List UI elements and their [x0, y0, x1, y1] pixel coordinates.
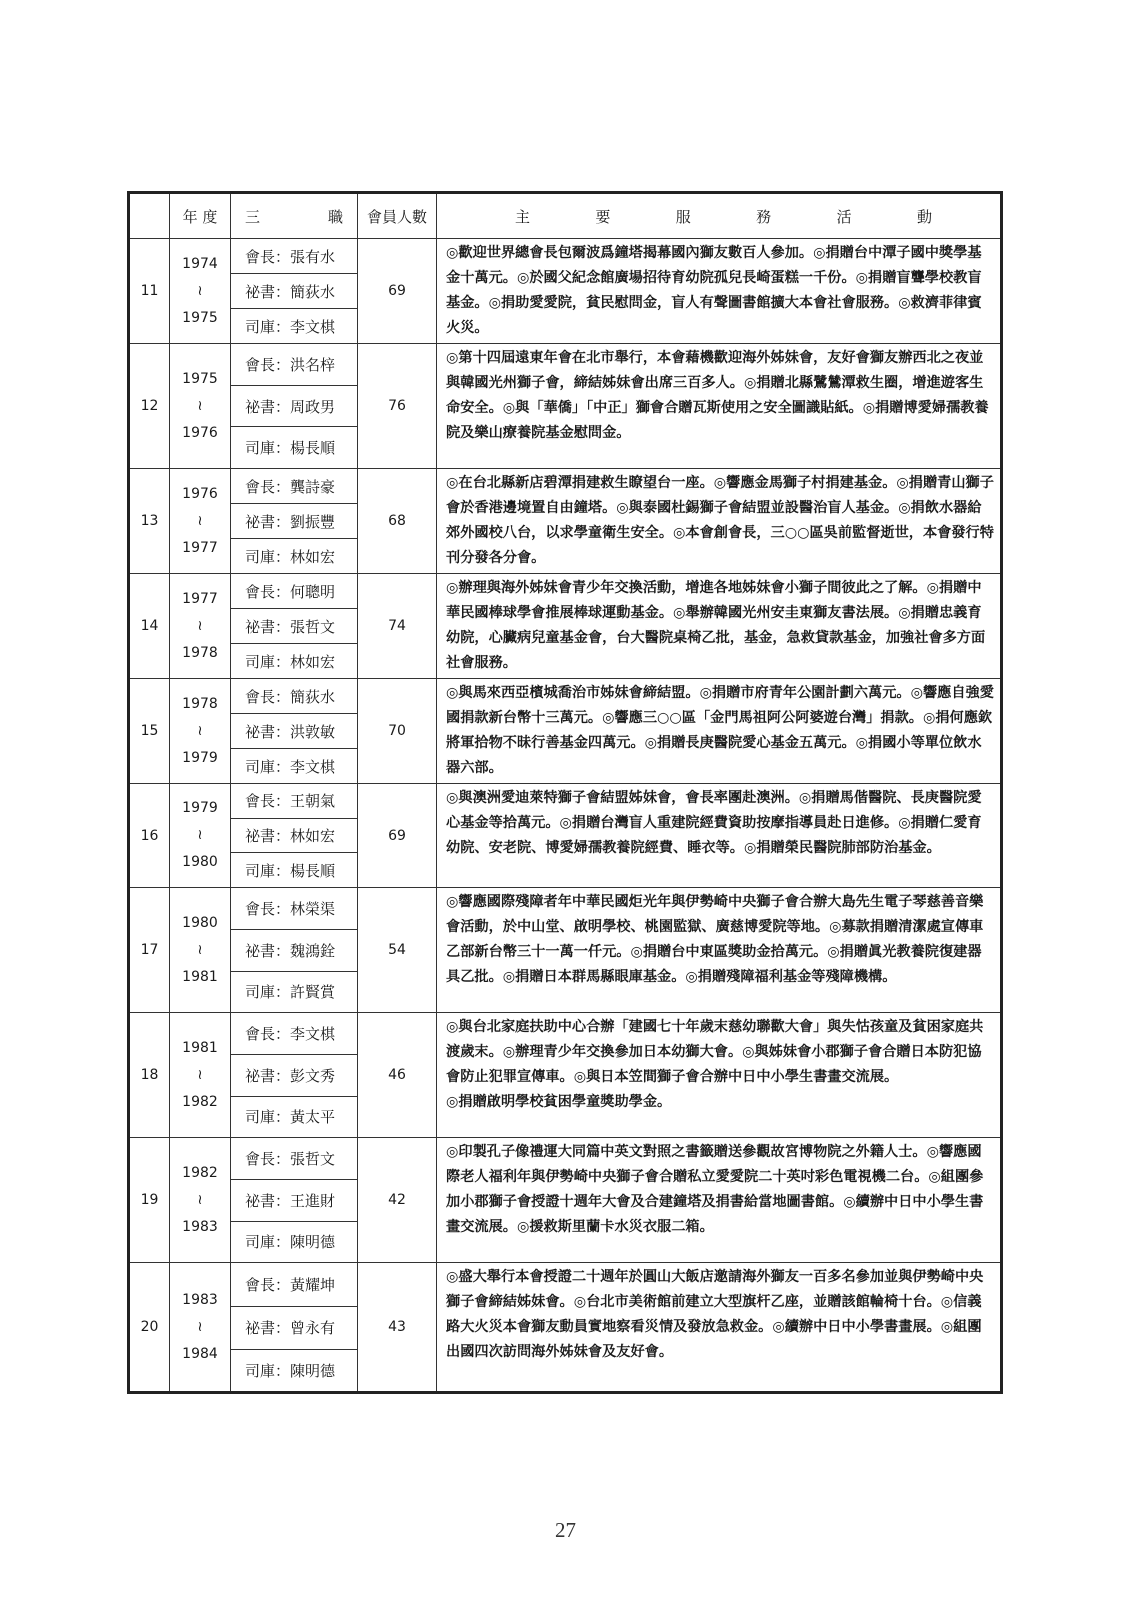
secretary: 祕書：劉振豐 [231, 504, 358, 539]
year-tilde: ≀ [197, 1191, 203, 1208]
term-number: 15 [129, 679, 170, 784]
table-row [129, 784, 1002, 819]
header-members: 會員人數 [358, 193, 437, 239]
member-count: 68 [358, 469, 437, 574]
term-number: 11 [129, 239, 170, 344]
term-years [170, 344, 231, 469]
header-officers [231, 193, 358, 239]
header-year: 年 度 [170, 193, 231, 239]
table-row [129, 679, 1002, 714]
year-tilde: ≀ [197, 397, 203, 414]
secretary: 祕書：周政男 [231, 385, 358, 427]
president: 會長：張有水 [231, 239, 358, 274]
member-count: 76 [358, 344, 437, 469]
term-number: 16 [129, 784, 170, 888]
table-row [129, 1138, 1002, 1180]
president: 會長：李文棋 [231, 1013, 358, 1055]
table-row [129, 469, 1002, 504]
year-start: 1980 [182, 914, 218, 931]
year-end: 1978 [182, 644, 218, 661]
header-officers-b: 職 [327, 207, 343, 226]
treasurer: 司庫：陳明德 [231, 1349, 358, 1392]
table-row [129, 239, 1002, 274]
activities: ◎響應國際殘障者年中華民國炬光年與伊勢崎中央獅子會合辦大島先生電子琴慈善音樂會活動，於中山堂、啟明學校、桃園監獄、廣慈博愛院等地。◎募款捐贈清潔處宣傳車乙部新台幣三十一萬一仟元。◎捐贈台中東區獎助金拾萬元。◎捐贈眞光教養院復建器具乙批。◎捐贈日本群馬縣眼庫基金。◎捐贈殘障福利基金等殘障機構。 [437, 888, 1002, 1013]
treasurer: 司庫：林如宏 [231, 644, 358, 679]
term-number: 12 [129, 344, 170, 469]
year-tilde: ≀ [197, 941, 203, 958]
year-end: 1979 [182, 749, 218, 766]
year-end: 1982 [182, 1093, 218, 1110]
member-count: 70 [358, 679, 437, 784]
treasurer: 司庫：林如宏 [231, 539, 358, 574]
term-years [170, 679, 231, 784]
term-years [170, 888, 231, 1013]
secretary: 祕書：魏鴻銓 [231, 929, 358, 971]
president: 會長：王朝氣 [231, 784, 358, 819]
year-tilde: ≀ [197, 1318, 203, 1335]
year-start: 1977 [182, 590, 218, 607]
term-number: 18 [129, 1013, 170, 1138]
table-row [129, 574, 1002, 609]
treasurer: 司庫：黃太平 [231, 1096, 358, 1138]
header-officers-a: 三 [245, 207, 261, 226]
year-tilde: ≀ [197, 1066, 203, 1083]
president: 會長：龔詩豪 [231, 469, 358, 504]
year-start: 1976 [182, 485, 218, 502]
year-end: 1976 [182, 424, 218, 441]
member-count: 46 [358, 1013, 437, 1138]
treasurer: 司庫：李文棋 [231, 309, 358, 344]
activities: ◎印製孔子像禮運大同篇中英文對照之書籤贈送參觀故宮博物院之外籍人士。◎響應國際老人福利年與伊勢崎中央獅子會合贈私立愛愛院二十英吋彩色電視機二台。◎組團參加小郡獅子會授證十週年大會及合建鐘塔及捐書給當地圖書館。◎續辦中日中小學生書畫交流展。◎援救斯里蘭卡水災衣服二箱。 [437, 1138, 1002, 1263]
member-count: 69 [358, 239, 437, 344]
president: 會長：張哲文 [231, 1138, 358, 1180]
year-start: 1974 [182, 255, 218, 272]
secretary: 祕書：張哲文 [231, 609, 358, 644]
term-number: 14 [129, 574, 170, 679]
term-years [170, 1263, 231, 1393]
header-activities-char: 動 [916, 207, 932, 226]
year-start: 1979 [182, 800, 218, 817]
year-tilde: ≀ [197, 827, 203, 844]
activities: ◎與澳洲愛迪萊特獅子會結盟姊妹會，會長率團赴澳洲。◎捐贈馬偕醫院、長庚醫院愛心基金等拾萬元。◎捐贈台灣盲人重建院經費資助按摩指導員赴日進修。◎捐贈仁愛育幼院、安老院、博愛婦孺教養院經費、睡衣等。◎捐贈榮民醫院肺部防治基金。 [437, 784, 1002, 888]
header-activities [437, 193, 1002, 239]
table-row [129, 1263, 1002, 1306]
table-row [129, 888, 1002, 930]
year-end: 1984 [182, 1345, 218, 1362]
term-years [170, 784, 231, 888]
member-count: 43 [358, 1263, 437, 1393]
term-years [170, 469, 231, 574]
year-start: 1975 [182, 370, 218, 387]
header-activities-char: 活 [836, 207, 852, 226]
header-activities-char: 務 [756, 207, 772, 226]
year-end: 1975 [182, 309, 218, 326]
term-years [170, 1138, 231, 1263]
activities: ◎與馬來西亞檳城喬治市姊妹會締結盟。◎捐贈市府青年公園計劃六萬元。◎響應自強愛國捐款新台幣十三萬元。◎響應三○○區「金門馬祖阿公阿婆遊台灣」捐款。◎捐何應欽將軍拾物不昧行善基金四萬元。◎捐贈長庚醫院愛心基金五萬元。◎捐國小等單位飲水器六部。 [437, 679, 1002, 784]
year-end: 1983 [182, 1218, 218, 1235]
term-number: 13 [129, 469, 170, 574]
term-years [170, 1013, 231, 1138]
secretary: 祕書：洪敦敏 [231, 714, 358, 749]
secretary: 祕書：彭文秀 [231, 1054, 358, 1096]
member-count: 69 [358, 784, 437, 888]
president: 會長：黃耀坤 [231, 1263, 358, 1306]
header-activities-char: 服 [675, 207, 691, 226]
secretary: 祕書：王進財 [231, 1179, 358, 1221]
page-number: 27 [555, 1518, 576, 1542]
year-tilde: ≀ [197, 722, 203, 739]
service-history-table [127, 191, 1003, 1394]
activities: ◎在台北縣新店碧潭捐建救生瞭望台一座。◎響應金馬獅子村捐建基金。◎捐贈青山獅子會於香港邊境置自由鐘塔。◎與泰國杜錫獅子會結盟並設醫治盲人基金。◎捐飲水器給郊外國校八台，以求學童衛生安全。◎本會創會長，三○○區吳前監督逝世，本會發行特刊分發各分會。 [437, 469, 1002, 574]
activities: ◎歡迎世界總會長包爾波爲鐘塔揭幕國內獅友數百人參加。◎捐贈台中潭子國中獎學基金十萬元。◎於國父紀念館廣場招待育幼院孤兒長崎蛋糕一千份。◎捐贈盲聾學校教盲基金。◎捐助愛愛院，貧民慰問金，盲人有聲圖書館擴大本會社會服務。◎救濟菲律賓火災。 [437, 239, 1002, 344]
treasurer: 司庫：楊長順 [231, 853, 358, 888]
term-number: 17 [129, 888, 170, 1013]
year-end: 1977 [182, 539, 218, 556]
treasurer: 司庫：楊長順 [231, 427, 358, 469]
table-row [129, 1013, 1002, 1055]
table-row [129, 344, 1002, 386]
activities: ◎第十四屆遠東年會在北市舉行，本會藉機歡迎海外姊妹會，友好會獅友辦西北之夜並與韓國光州獅子會，締結姊妹會出席三百多人。◎捐贈北縣鷺鷥潭救生圈，增進遊客生命安全。◎與「華僑」「中正」獅會合贈瓦斯使用之安全圖識貼紙。◎捐贈博愛婦孺教養院及樂山療養院基金慰問金。 [437, 344, 1002, 469]
header-blank [129, 193, 170, 239]
activities: ◎辦理與海外姊妹會青少年交換活動，增進各地姊妹會小獅子間彼此之了解。◎捐贈中華民國棒球學會推展棒球運動基金。◎舉辦韓國光州安圭東獅友書法展。◎捐贈忠義育幼院，心臟病兒童基金會，台大醫院桌椅乙批，基金，急救貸款基金，加強社會多方面社會服務。 [437, 574, 1002, 679]
term-years [170, 574, 231, 679]
treasurer: 司庫：李文棋 [231, 749, 358, 784]
president: 會長：洪名梓 [231, 344, 358, 386]
year-start: 1981 [182, 1039, 218, 1056]
year-start: 1978 [182, 695, 218, 712]
treasurer: 司庫：陳明德 [231, 1221, 358, 1263]
secretary: 祕書：曾永有 [231, 1306, 358, 1349]
header-activities-char: 主 [515, 207, 531, 226]
year-tilde: ≀ [197, 512, 203, 529]
year-end: 1980 [182, 854, 218, 871]
activities: ◎盛大舉行本會授證二十週年於圓山大飯店邀請海外獅友一百多名參加並與伊勢崎中央獅子會締結姊妹會。◎台北市美術館前建立大型旗杆乙座，並贈該館輪椅十台。◎信義路大火災本會獅友動員實地察看災情及發放急救金。◎續辦中日中小學書畫展。◎組團出國四次訪問海外姊妹會及友好會。 [437, 1263, 1002, 1393]
table-header-row [129, 193, 1002, 239]
year-start: 1983 [182, 1291, 218, 1308]
president: 會長：何聰明 [231, 574, 358, 609]
year-tilde: ≀ [197, 282, 203, 299]
president: 會長：簡荻水 [231, 679, 358, 714]
year-tilde: ≀ [197, 617, 203, 634]
member-count: 74 [358, 574, 437, 679]
year-end: 1981 [182, 968, 218, 985]
term-number: 19 [129, 1138, 170, 1263]
secretary: 祕書：簡荻水 [231, 274, 358, 309]
member-count: 42 [358, 1138, 437, 1263]
activities: ◎與台北家庭扶助中心合辦「建國七十年歲末慈幼聯歡大會」與失怙孩童及貧困家庭共渡歲末。◎辦理青少年交換參加日本幼獅大會。◎與姊妹會小郡獅子會合贈日本防犯協會防止犯罪宣傳車。◎與日本笠間獅子會合辦中日中小學生書畫交流展。 ◎捐贈啟明學校貧困學童獎助學金。 [437, 1013, 1002, 1138]
term-years [170, 239, 231, 344]
president: 會長：林榮渠 [231, 888, 358, 930]
year-start: 1982 [182, 1164, 218, 1181]
term-number: 20 [129, 1263, 170, 1393]
member-count: 54 [358, 888, 437, 1013]
header-activities-char: 要 [595, 207, 611, 226]
secretary: 祕書：林如宏 [231, 818, 358, 853]
treasurer: 司庫：許賢賞 [231, 971, 358, 1013]
